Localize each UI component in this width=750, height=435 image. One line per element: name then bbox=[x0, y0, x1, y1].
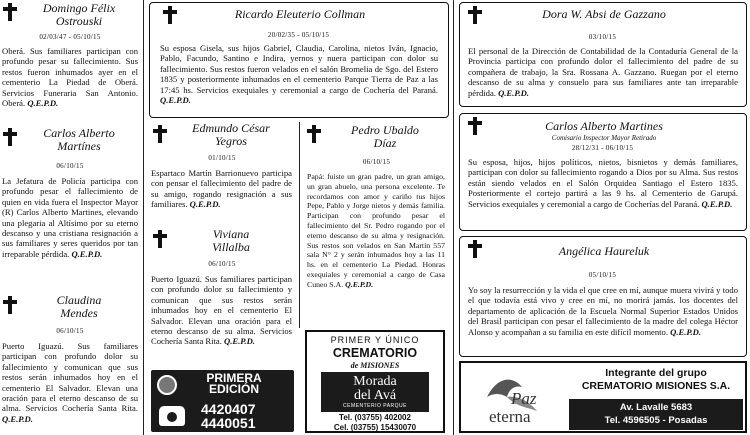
logo-circle bbox=[157, 375, 177, 395]
cross-icon bbox=[3, 296, 17, 314]
obituary-text: Yo soy la resurrección y la vida el que cree en mí, aunque muera vivirá y todo el que todavía está vivo y cree en mí, no morirá jamás. los docentes del departamento de aplicación de la Escuela Normal Superior Estados Unidos del Brasil participan con pesar el fallecimiento de la madre del colega Héctor Alonso y acompañan a su familia en este difícil momento. Q.E.P.D. bbox=[468, 285, 738, 337]
ad-header: Integrante del grupo CREMATORIO MISIONES S.A. bbox=[581, 367, 731, 392]
qepd: Q.E.P.D. bbox=[498, 87, 529, 98]
ad-banner: Morada del Avá CEMENTERIO PARQUE bbox=[321, 372, 429, 412]
obituary-date: 06/10/15 bbox=[362, 158, 391, 166]
obituary-text: Su esposa Gisela, sus hijos Gabriel, Claudia, Carolina, nietos Iván, Ignacio, Pablo, Facundo, Santino e Indira, yernos y nuera participan con dolor su fallecimiento. Sus restos fueron velados en el salón Bromelia de Sgo. del Estero 1835 y posteriormente inhumados en el cementerio Parque Tierra de Paz a las 17:45 hs. Servicios exequiales y ceremonial a cargo de Cochería del Paraná. Q.E.P.D. bbox=[160, 43, 438, 106]
column-divider bbox=[143, 0, 144, 435]
phone-icon bbox=[159, 406, 185, 426]
ad-crematorio-misiones bbox=[459, 361, 747, 433]
obituary-name: Carlos Alberto Martines bbox=[545, 119, 663, 133]
cross-icon bbox=[3, 128, 17, 146]
qepd: Q.E.P.D. bbox=[224, 336, 255, 347]
qepd: Q.E.P.D. bbox=[670, 326, 702, 337]
obituary-text: La Jefatura de Policía participa con profundo pesar el fallecimiento de quien en vida fuera el Inspector Mayor (R) Carlos Alberto Martines, elevando una plegaria al Altísimo por su eterno descanso y una cristiana resignación a sus familiares y seres queridos por tan irreparable pérdida. Q.E.P.D. bbox=[2, 176, 138, 259]
column-divider bbox=[453, 0, 454, 435]
obituary-name: Ricardo Eleuterio Collman bbox=[234, 7, 366, 21]
column-divider bbox=[299, 122, 300, 328]
ad-contact: Av. Lavalle 5683 Tel. 4596505 - Posadas bbox=[569, 399, 743, 430]
paz-eterna-logo bbox=[467, 367, 563, 429]
obituary-date: 03/10/15 bbox=[588, 33, 617, 41]
cross-icon bbox=[468, 6, 482, 24]
obituary-box-haureluk bbox=[459, 236, 747, 357]
ad-primera-edicion bbox=[151, 370, 294, 432]
cross-icon bbox=[468, 117, 482, 135]
obituary-date: 01/10/15 bbox=[208, 154, 236, 162]
ad-brand: PRIMERA EDICIÓN bbox=[206, 371, 262, 396]
ad-line: de MISIONES bbox=[350, 361, 400, 370]
cross-icon bbox=[468, 240, 482, 258]
obituary-name: Angélica Haureluk bbox=[558, 244, 650, 258]
obituary-name: Pedro Ubaldo Díaz bbox=[351, 123, 419, 150]
obituary-box-martines bbox=[459, 113, 747, 231]
ad-crematorio bbox=[305, 330, 445, 433]
cross-icon bbox=[307, 125, 321, 143]
obituary-text: Puerto Iguazú. Sus familiares participan con profundo dolor su fallecimiento y comunican que sus restos serán inhumados hoy en el cementerio El Salvador. Elevan una oración para el eterno descanso de su alma. Servicios Cochería Santa Rita. Q.E.P.D. bbox=[151, 274, 292, 347]
qepd: Q.E.P.D. bbox=[701, 198, 733, 209]
ad-title: CREMATORIO bbox=[332, 346, 418, 360]
qepd: Q.E.P.D. bbox=[27, 98, 59, 109]
ad-tel: Tel. (03755) 402002 Cel. (03755) 15430070 bbox=[333, 413, 417, 432]
qepd: Q.E.P.D. bbox=[189, 199, 221, 210]
cross-icon bbox=[153, 125, 167, 143]
ad-line: PRIMER Y ÚNICO bbox=[330, 335, 420, 345]
obituary-name: Domingo Félix Ostrouski bbox=[42, 1, 116, 28]
cross-icon bbox=[3, 3, 17, 21]
qepd: Q.E.P.D. bbox=[160, 95, 191, 106]
obituary-name: Carlos Alberto Martínes bbox=[43, 126, 115, 153]
logo-text: Paz bbox=[511, 389, 537, 408]
obituary-date: 05/10/15 bbox=[588, 271, 617, 279]
obituary-date: 06/10/15 bbox=[56, 327, 84, 335]
obituary-subtitle: Comisario Inspector Mayor Retirado bbox=[551, 134, 657, 142]
obituary-text: Oberá. Sus familiares participan con profundo pesar su fallecimiento. Sus restos fueron inhumados ayer en el cementerio La Piedad de Oberá. Servicios Funeraria San Antonio. Oberá. Q.E.P.D. bbox=[2, 46, 138, 109]
obituary-name: Viviana Villalba bbox=[212, 227, 250, 254]
obituary-name: Claudina Mendes bbox=[56, 293, 102, 320]
obituary-text: Su esposa, hijos, hijos políticos, nietos, bisnietos y demás familiares, participan con dolor su fallecimiento rogando a Dios por su Alma. Sus restos están siendo velados en el Salón Orquidea Santiago el Estero 1835. Posteriormente el cortejo partirá a las 9 hs. al Cementerio de Garupá. Servicios exequiales y ceremonial a cargo de Cocherías del Paraná. Q.E.P.D. bbox=[468, 157, 738, 209]
obituary-dates: 28/12/31 - 06/10/15 bbox=[571, 144, 634, 152]
obituary-date: 06/10/15 bbox=[208, 260, 236, 268]
obituary-dates: 02/03/47 - 05/10/15 bbox=[39, 33, 101, 41]
column-left bbox=[0, 0, 140, 435]
ad-phones: 4420407 4440051 bbox=[201, 401, 256, 431]
qepd: Q.E.P.D. bbox=[71, 248, 103, 259]
obituary-name: Dora W. Absi de Gazzano bbox=[542, 7, 666, 21]
obituary-text: Puerto Iguazú. Sus familiares participan con profundo dolor su fallecimiento y comunican que sus restos serán inhumados hoy en el cementerio El Salvador. Elevan una oración para el eterno descanso de su alma. Servicios Cochería Santa Rita. Q.E.P.D. bbox=[2, 341, 138, 424]
qepd: Q.E.P.D. bbox=[2, 413, 33, 424]
logo-text: eterna bbox=[489, 407, 531, 426]
obituary-dates: 20/02/35 - 05/10/15 bbox=[267, 31, 330, 39]
obituary-text: Espartaco Martín Barrionuevo participa con pensar el fallecimiento del padre de su amigo, rogando resignación a sus familiares. Q.E.P.D. bbox=[151, 168, 292, 210]
cross-icon bbox=[153, 230, 167, 248]
obituary-box-absi bbox=[459, 2, 747, 107]
obituary-text: El personal de la Dirección de Contabilidad de la Contaduría General de la Provincia participa con profundo dolor el fallecimiento del padre de su compañera de trabajo, la Sra. Rossana A. Gazzano. Ruegan por el eterno descanso de su alma y consuelo para sus familiares ante tan irreparable pérdida. Q.E.P.D. bbox=[468, 46, 738, 98]
obituary-name: Edmundo César Yegros bbox=[192, 121, 270, 148]
obituary-text: Papá: fuiste un gran padre, un gran amigo, un gran abuelo, una persona excelente. Te recordamos con amor y cariño tus hijos Pepe, Pablo y Jorge nietos y demás familia. Participan con profundo pesar el fallecimiento del Sr. Pedro rogando por el eterno descanso de su alma y resignación. Sus restos son velados en San Martín 557 sala N° 2 y serán inhumados hoy a las 11 hs. en el cementerio La Piedad. Honras exequiales y ceremonial a cargo de Casa Cuneo S.A. Q.E.P.D. bbox=[307, 172, 445, 289]
obituary-date: 06/10/15 bbox=[56, 162, 84, 170]
qepd: Q.E.P.D. bbox=[345, 279, 374, 289]
